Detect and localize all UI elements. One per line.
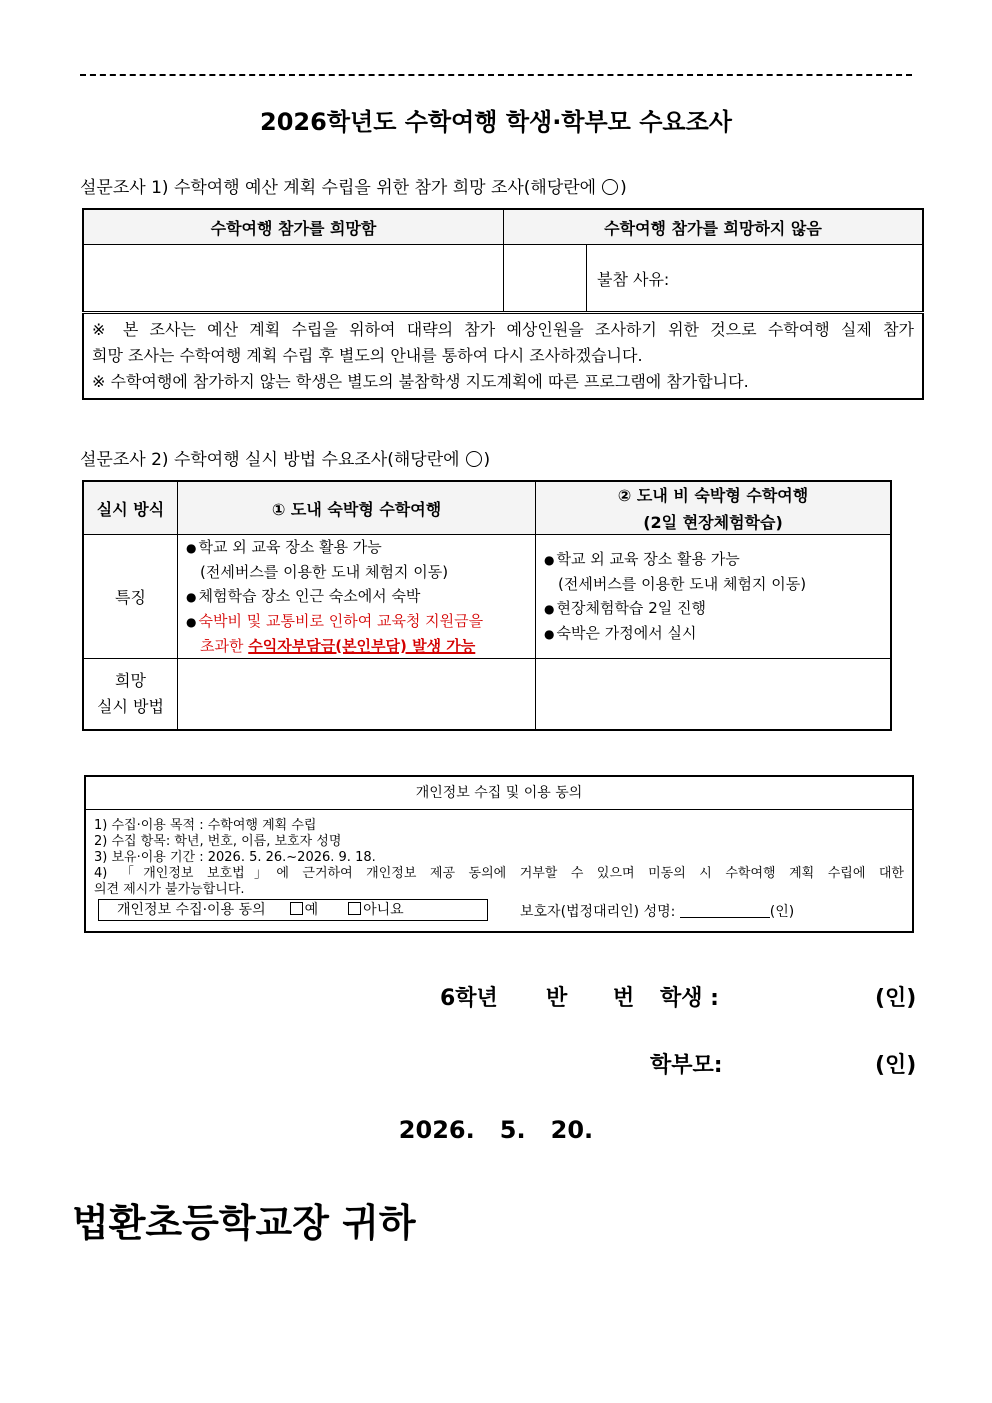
list-item: (전세버스를 이용한 도내 체험지 이동) xyxy=(200,563,449,581)
survey2-table xyxy=(82,480,892,731)
survey1-question xyxy=(80,173,627,198)
row-wish-line1: 희망 xyxy=(115,671,146,690)
col-participate: 수학여행 참가를 희망함 xyxy=(83,209,504,245)
checkbox-no[interactable] xyxy=(348,902,361,915)
circle-mark-icon xyxy=(602,179,618,195)
consent-item: 4) 「개인정보 보호법」에 근거하여 개인정보 제공 동의에 거부할 수 있으며 미동의 시 수학여행 계획 수립에 대한 xyxy=(94,866,904,881)
addressee: 법환초등학교장 귀하 xyxy=(72,1201,416,1245)
bullet-icon: ● xyxy=(186,541,197,555)
parent-seal: (인) xyxy=(875,1053,917,1078)
list-item: ● 학교 외 교육 장소 활용 가능 xyxy=(186,538,382,556)
option2-answer-cell[interactable] xyxy=(536,659,892,731)
document-date: 2026. 5. 20. xyxy=(398,1116,594,1144)
col-option2 xyxy=(536,481,892,535)
reason-cell[interactable] xyxy=(587,245,924,313)
reason-label: 불참 사유: xyxy=(597,269,670,289)
col-option1: ① 도내 숙박형 수학여행 xyxy=(178,481,536,535)
guardian-signature xyxy=(520,901,794,921)
option1-features xyxy=(178,535,536,659)
bullet-icon: ● xyxy=(544,553,555,567)
option1-answer-cell[interactable] xyxy=(178,659,536,731)
document-title: 2026학년도 수학여행 학생·학부모 수요조사 xyxy=(260,108,732,136)
cut-line xyxy=(80,74,912,76)
consent-item: 2) 수집 항목: 학년, 번호, 이름, 보호자 성명 xyxy=(94,834,342,849)
list-item: ● 체험학습 장소 인근 숙소에서 숙박 xyxy=(186,587,421,605)
guardian-label: 보호자(법정대리인) 성명: xyxy=(520,904,676,920)
col-method: 실시 방식 xyxy=(83,481,178,535)
list-item: ● 숙박은 가정에서 실시 xyxy=(544,624,697,642)
agree-label: 개인정보 수집·이용 동의 xyxy=(117,902,266,918)
survey2-question-text: 설문조사 2) 수학여행 실시 방법 수요조사(해당란에 xyxy=(80,450,460,470)
col-option2-line1: ② 도내 비 숙박형 수학여행 xyxy=(617,486,809,505)
parent-label: 학부모: xyxy=(650,1053,723,1078)
number-label: 번 xyxy=(613,986,635,1011)
bullet-icon: ● xyxy=(186,590,197,604)
survey1-note xyxy=(83,313,923,400)
consent-box xyxy=(84,775,914,933)
option2-features xyxy=(536,535,892,659)
row-feature-label: 특징 xyxy=(83,535,178,659)
list-item: 초과한 수익자부담금(본인부담) 발생 가능 xyxy=(200,637,476,655)
class-label: 반 xyxy=(546,986,568,1011)
survey1-table xyxy=(82,208,924,400)
survey1-question-end: ) xyxy=(620,178,627,198)
consent-agree-box xyxy=(98,899,488,921)
cost-warning-underlined: 수익자부담금(본인부담) 발생 가능 xyxy=(248,637,476,655)
agree-yes-label: 예 xyxy=(304,902,319,918)
col-option2-line2: (2일 현장체험학습) xyxy=(643,513,783,532)
note-line: ※ 수학여행에 참가하지 않는 학생은 별도의 불참학생 지도계획에 따른 프로그램에 참가합니다. xyxy=(92,372,749,391)
consent-heading: 개인정보 수집 및 이용 동의 xyxy=(86,777,912,810)
col-not-participate: 수학여행 참가를 희망하지 않음 xyxy=(504,209,924,245)
student-label: 학생 : xyxy=(660,986,719,1011)
option1-feature-list xyxy=(178,535,535,658)
grade-label: 6학년 xyxy=(440,986,498,1011)
participate-answer-cell[interactable] xyxy=(83,245,504,313)
bullet-icon: ● xyxy=(186,615,197,629)
survey1-question-text: 설문조사 1) 수학여행 예산 계획 수립을 위한 참가 희망 조사(해당란에 xyxy=(80,178,597,198)
list-item: ● 학교 외 교육 장소 활용 가능 xyxy=(544,550,740,568)
bullet-icon: ● xyxy=(544,602,555,616)
consent-item: 1) 수집·이용 목적 : 수학여행 계획 수립 xyxy=(94,818,317,833)
note-line: ※ 본 조사는 예산 계획 수립을 위하여 대략의 참가 예상인원을 조사하기 위한 것으로 수학여행 실제 참가 xyxy=(92,320,914,339)
agree-no-label: 아니요 xyxy=(363,902,404,918)
row-wish-label xyxy=(83,659,178,731)
bullet-icon: ● xyxy=(544,627,555,641)
list-item: ● 숙박비 및 교통비로 인하여 교육청 지원금을 xyxy=(186,612,484,630)
list-item: (전세버스를 이용한 도내 체험지 이동) xyxy=(558,575,807,593)
survey2-question-end: ) xyxy=(483,450,491,470)
consent-item: 3) 보유·이용 기간 : 2026. 5. 26.~2026. 9. 18. xyxy=(94,850,376,865)
checkbox-yes[interactable] xyxy=(290,902,303,915)
not-participate-answer-cell[interactable] xyxy=(504,245,587,313)
student-seal: (인) xyxy=(875,986,917,1011)
consent-items xyxy=(86,810,912,898)
circle-mark-icon xyxy=(466,451,482,467)
note-line: 희망 조사는 수학여행 계획 수립 후 별도의 안내를 통하여 다시 조사하겠습니다. xyxy=(92,346,643,365)
guardian-name-field[interactable] xyxy=(680,903,770,918)
survey2-question xyxy=(80,445,490,470)
list-item: ● 현장체험학습 2일 진행 xyxy=(544,599,706,617)
row-wish-line2: 실시 방법 xyxy=(97,697,164,716)
consent-item: 의견 제시가 불가능합니다. xyxy=(94,882,245,897)
option2-feature-list xyxy=(536,547,890,646)
guardian-seal: (인) xyxy=(769,904,795,920)
